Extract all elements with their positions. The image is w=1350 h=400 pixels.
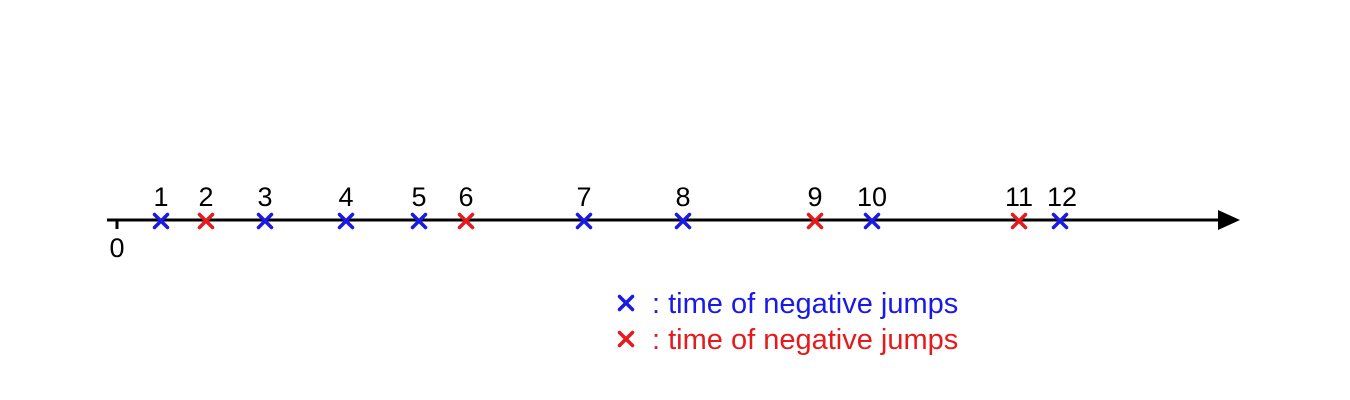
event-label-12: 12 <box>1046 182 1078 212</box>
legend-marker-blue-icon <box>620 297 633 310</box>
event-label-4: 4 <box>338 182 354 212</box>
axis-arrow-icon <box>1218 210 1240 230</box>
event-label-2: 2 <box>198 182 214 212</box>
legend <box>620 288 959 356</box>
event-label-3: 3 <box>257 182 273 212</box>
event-label-1: 1 <box>153 182 169 212</box>
origin-label: 0 <box>109 233 125 263</box>
event-label-7: 7 <box>576 182 592 212</box>
event-label-8: 8 <box>675 182 691 212</box>
event-label-5: 5 <box>411 182 427 212</box>
legend-text-red: : time of negative jumps <box>652 324 959 356</box>
event-label-9: 9 <box>807 182 823 212</box>
legend-text-blue: : time of negative jumps <box>652 288 959 320</box>
event-label-10: 10 <box>856 182 888 212</box>
legend-marker-red-icon <box>620 333 633 346</box>
event-label-11: 11 <box>1004 182 1034 212</box>
event-label-6: 6 <box>458 182 474 212</box>
